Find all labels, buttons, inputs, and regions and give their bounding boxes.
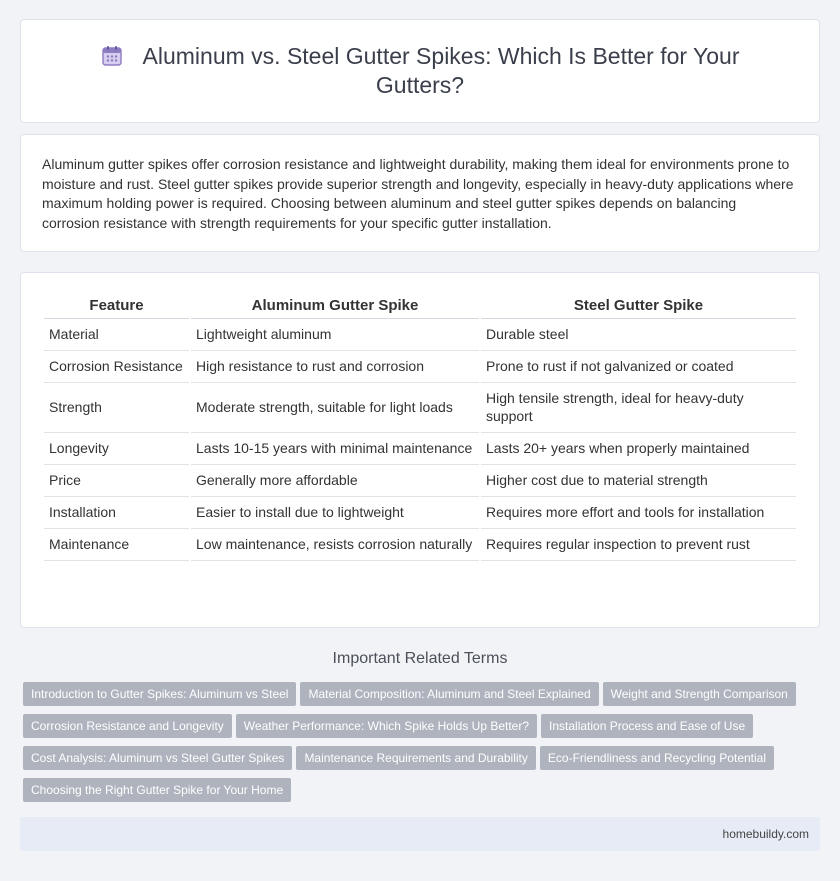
steel-cell: High tensile strength, ideal for heavy-duty support <box>481 383 796 433</box>
related-term-tag[interactable]: Weight and Strength Comparison <box>603 682 796 706</box>
page-title-row <box>21 42 819 100</box>
related-term-tag[interactable]: Corrosion Resistance and Longevity <box>23 714 232 738</box>
steel-cell: Prone to rust if not galvanized or coated <box>481 351 796 383</box>
footer <box>20 817 820 851</box>
table-row <box>44 319 796 351</box>
table-row <box>44 465 796 497</box>
related-terms-list <box>23 682 813 810</box>
aluminum-cell: High resistance to rust and corrosion <box>191 351 479 383</box>
related-term-tag[interactable]: Eco-Friendliness and Recycling Potential <box>540 746 774 770</box>
header-aluminum: Aluminum Gutter Spike <box>191 292 479 319</box>
intro-card <box>20 134 820 252</box>
table-row <box>44 497 796 529</box>
table-header-row <box>44 292 796 319</box>
title-card <box>20 19 820 123</box>
header-steel: Steel Gutter Spike <box>481 292 796 319</box>
steel-cell: Lasts 20+ years when properly maintained <box>481 433 796 465</box>
table-row <box>44 383 796 433</box>
feature-cell: Price <box>44 465 189 497</box>
feature-cell: Longevity <box>44 433 189 465</box>
feature-cell: Installation <box>44 497 189 529</box>
aluminum-cell: Easier to install due to lightweight <box>191 497 479 529</box>
header-feature: Feature <box>44 292 189 319</box>
table-row <box>44 529 796 561</box>
feature-cell: Strength <box>44 383 189 433</box>
feature-cell: Maintenance <box>44 529 189 561</box>
aluminum-cell: Lightweight aluminum <box>191 319 479 351</box>
aluminum-cell: Lasts 10-15 years with minimal maintenance <box>191 433 479 465</box>
aluminum-cell: Generally more affordable <box>191 465 479 497</box>
intro-paragraph: Aluminum gutter spikes offer corrosion resistance and lightweight durability, making them ideal for environments prone to moisture and rust. Steel gutter spikes provide superior strength and longevity, especially in heavy-duty applications where maximum holding power is required. Choosing between aluminum and steel gutter spikes depends on balancing corrosion resistance with strength requirements for your specific gutter installation. <box>42 156 794 231</box>
related-term-tag[interactable]: Maintenance Requirements and Durability <box>296 746 535 770</box>
steel-cell: Requires more effort and tools for installation <box>481 497 796 529</box>
related-term-tag[interactable]: Introduction to Gutter Spikes: Aluminum vs Steel <box>23 682 296 706</box>
comparison-card <box>20 272 820 628</box>
footer-site-link[interactable]: homebuildy.com <box>722 827 809 841</box>
related-terms-heading: Important Related Terms <box>332 650 508 667</box>
related-term-tag[interactable]: Material Composition: Aluminum and Steel Explained <box>300 682 598 706</box>
related-term-tag[interactable]: Installation Process and Ease of Use <box>541 714 753 738</box>
feature-cell: Corrosion Resistance <box>44 351 189 383</box>
related-term-tag[interactable]: Weather Performance: Which Spike Holds Up Better? <box>236 714 537 738</box>
related-term-tag[interactable]: Cost Analysis: Aluminum vs Steel Gutter Spikes <box>23 746 292 770</box>
steel-cell: Higher cost due to material strength <box>481 465 796 497</box>
steel-cell: Durable steel <box>481 319 796 351</box>
table-row <box>44 433 796 465</box>
aluminum-cell: Low maintenance, resists corrosion naturally <box>191 529 479 561</box>
related-term-tag[interactable]: Choosing the Right Gutter Spike for Your Home <box>23 778 291 802</box>
aluminum-cell: Moderate strength, suitable for light loads <box>191 383 479 433</box>
feature-cell: Material <box>44 319 189 351</box>
comparison-table <box>42 292 798 561</box>
page-title: Aluminum vs. Steel Gutter Spikes: Which Is Better for Your Gutters? <box>142 43 740 98</box>
calendar-icon <box>101 45 123 67</box>
steel-cell: Requires regular inspection to prevent rust <box>481 529 796 561</box>
table-row <box>44 351 796 383</box>
